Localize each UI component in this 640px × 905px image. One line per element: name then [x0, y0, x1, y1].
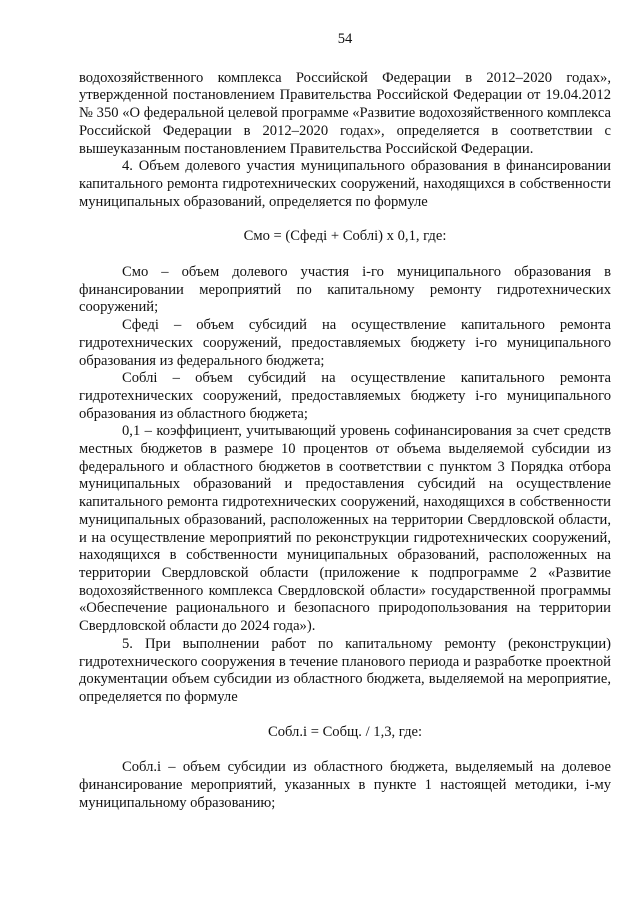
- definition-smo: Смо – объем долевого участия i-го муниципального образования в финансировании мероприятий по капитальному ремонту гидротехнических сооружений;: [79, 264, 611, 316]
- definition-sobl-i: Собл.i – объем субсидии из областного бюджета, выделяемый на долевое финансирование мероприятий, указанных в пункте 1 настоящей методики, i-му муниципальному образованию;: [79, 759, 611, 811]
- paragraph-intro: водохозяйственного комплекса Российской Федерации в 2012–2020 годах», утвержденной постановлением Правительства Российской Федерации от 19.04.2012 № 350 «О федеральной целевой программе «Развитие водохозяйственного комплекса Российской Федерации в 2012–2020 годах», определяется в соответствии с вышеуказанным постановлением Правительства Российской Федерации.: [79, 69, 611, 157]
- formula-smo: Смо = (Сфедi + Соблi) х 0,1, где:: [243, 228, 447, 245]
- page-number: 54: [337, 31, 353, 47]
- definition-sfed: Сфедi – объем субсидий на осуществление капитального ремонта гидротехнических сооружений, предоставляемых бюджету i-го муниципального образования из федерального бюджета;: [79, 317, 611, 369]
- paragraph-5: 5. При выполнении работ по капитальному ремонту (реконструкции) гидротехнического сооружения в течение планового периода и разработке проектной документации объем субсидии из областного бюджета, выделяемой на мероприятие, определяется по формуле: [79, 635, 611, 705]
- definition-coefficient: 0,1 – коэффициент, учитывающий уровень софинансирования за счет средств местных бюджетов в размере 10 процентов от объема выделяемой субсидии из федерального и областного бюджетов в соответствии с пунктом 3 Порядка отбора муниципальных образований и предоставления субсидий на осуществление капитального ремонта гидротехнических сооружений, находящихся в собственности муниципальных образований, расположенных на территории Свердловской области, и на осуществление мероприятий по реконструкции гидротехнических сооружений, находящихся в собственности муниципальных образований, расположенных на территории Свердловской области (приложение к подпрограмме 2 «Развитие водохозяйственного комплекса Свердловской области» государственной программы «Обеспечение рационального и безопасного природопользования на территории Свердловской области до 2024 года»).: [79, 423, 611, 635]
- formula-sobl-i: Собл.i = Собщ. / 1,3, где:: [267, 723, 423, 740]
- definition-sobl: Соблi – объем субсидий на осуществление капитального ремонта гидротехнических сооружений, предоставляемых бюджету i-го муниципального образования из областного бюджета;: [79, 370, 611, 422]
- paragraph-4: 4. Объем долевого участия муниципального образования в финансировании капитального ремонта гидротехнических сооружений, находящихся в собственности муниципальных образований, определяется по формуле: [79, 158, 611, 210]
